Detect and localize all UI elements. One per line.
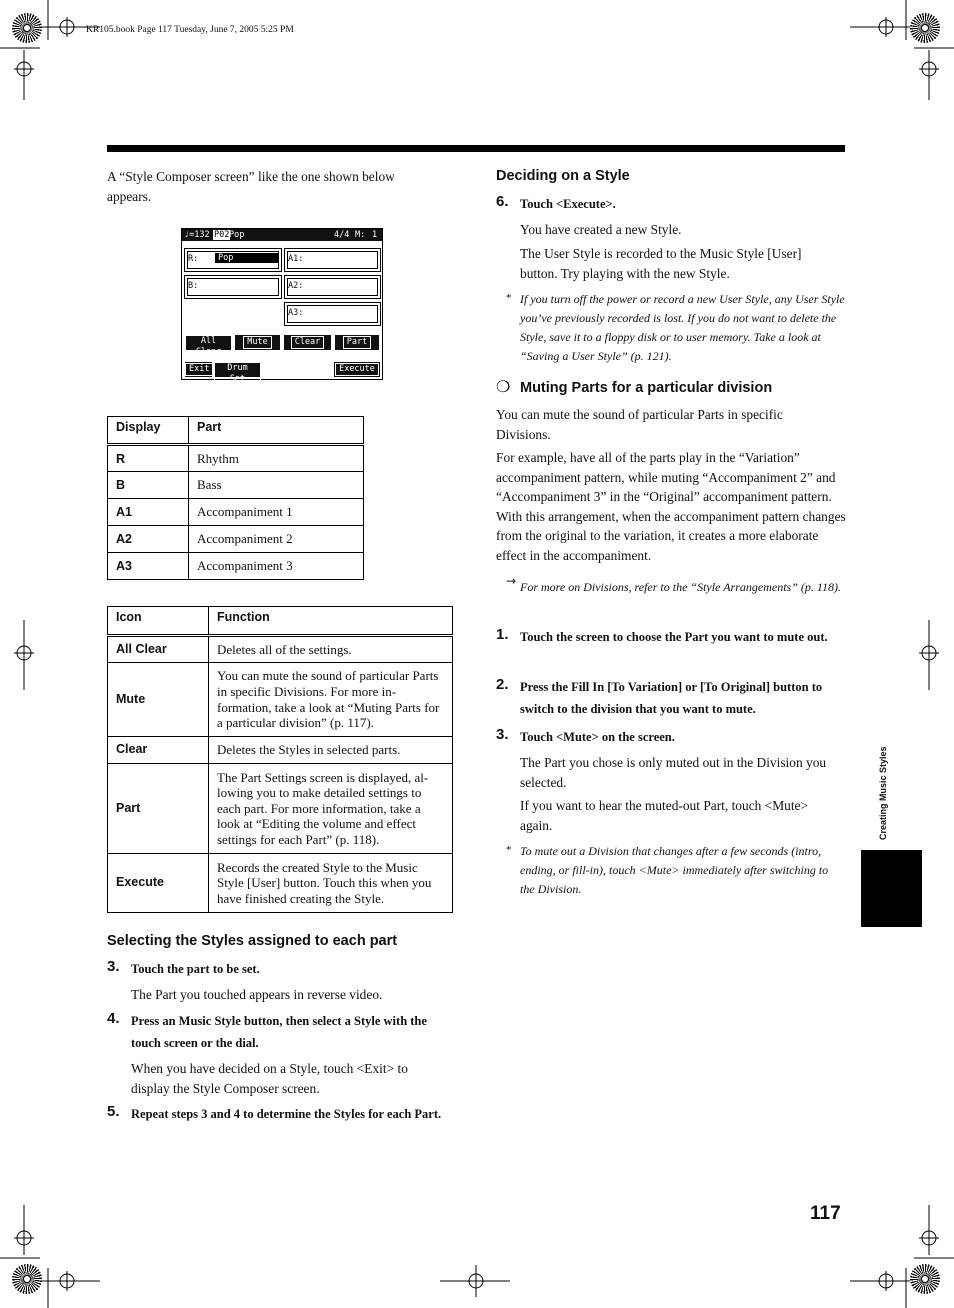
table-row: Execute Records the created Style to the Music Style [User] button. Touch this when you have finished creating the Style. <box>108 854 453 913</box>
note-text: To mute out a Division that changes after a few seconds (intro, ending, or fill-in), touch <Mute> immediately after switching to the Division. <box>520 844 829 896</box>
drum-set-button[interactable]: Drum Set <box>214 362 261 377</box>
step-text: Touch <Execute>. <box>520 197 616 211</box>
chapter-tab-label: Creating Music Styles <box>878 746 888 840</box>
table-row: A1 Accompaniment 1 <box>108 499 364 526</box>
icons-header-function: Function <box>209 607 453 636</box>
parts-table <box>107 416 364 580</box>
step-text: Touch the part to be set. <box>131 962 260 976</box>
field-r-value: Pop <box>215 253 278 263</box>
note-mark: * <box>506 844 512 856</box>
parts-header-display: Display <box>108 417 189 445</box>
lcd-mode: P02 <box>214 230 230 240</box>
step-text: Press the Fill In [To Variation] or [To Original] button to switch to the division that you want to mute. <box>520 680 823 716</box>
table-row: Mute You can mute the sound of particular Parts in specific Divisions. For more in-formation, take a look at “Muting Parts for a particular division” (p. 117). <box>108 663 453 737</box>
step-body: If you want to hear the muted-out Part, touch <Mute> again. <box>520 798 809 833</box>
field-a3[interactable] <box>284 302 381 326</box>
all-clear-button[interactable]: All Clear <box>185 335 232 350</box>
step-number: 6. <box>496 193 509 210</box>
step-number: 5. <box>107 1103 120 1120</box>
section-title-deciding: Deciding on a Style <box>496 168 630 184</box>
mute-button[interactable]: Mute <box>235 335 280 350</box>
icons-header-icon: Icon <box>108 607 209 636</box>
step-number: 4. <box>107 1010 120 1027</box>
reference-text: For more on Divisions, refer to the “Style Arrangements” (p. 118). <box>520 580 841 594</box>
step-text: Touch the screen to choose the Part you want to mute out. <box>520 630 828 644</box>
step-body: You have created a new Style. <box>520 222 682 237</box>
field-r-label: R: <box>188 254 199 264</box>
paragraph: You can mute the sound of particular Parts in specific Divisions. <box>496 407 783 442</box>
table-row: All Clear Deletes all of the settings. <box>108 636 453 663</box>
exit-button[interactable]: Exit <box>185 362 212 377</box>
lcd-style-name: Pop <box>229 230 245 240</box>
field-a1-label: A1: <box>288 254 304 264</box>
table-row: Clear Deletes the Styles in selected parts. <box>108 737 453 764</box>
field-b-label: B: <box>188 281 199 291</box>
execute-button[interactable]: Execute <box>334 362 380 377</box>
chapter-tab <box>861 850 922 927</box>
field-r[interactable] <box>184 248 282 272</box>
table-row: Part The Part Settings screen is displayed, al-lowing you to make detailed settings to each part. For more information, take a look at “Editing the volume and effect settings for each Part” (p. 118). <box>108 764 453 854</box>
step-body: The User Style is recorded to the Music Style [User] button. Try playing with the new Style. <box>520 246 802 281</box>
section-title-selecting: Selecting the Styles assigned to each part <box>107 933 398 949</box>
field-a1[interactable] <box>284 248 381 272</box>
step-body: When you have decided on a Style, touch <Exit> to display the Style Composer screen. <box>131 1061 408 1096</box>
icons-table <box>107 606 453 913</box>
page-number: 117 <box>810 1203 841 1224</box>
section-bullet: ❍ <box>496 377 511 396</box>
field-a3-label: A3: <box>288 308 304 318</box>
table-row: A3 Accompaniment 3 <box>108 553 364 580</box>
lcd-status-bar <box>182 229 382 241</box>
book-info-line: KR105.book Page 117 Tuesday, June 7, 2005 5:25 PM <box>86 25 294 35</box>
field-a2[interactable] <box>284 275 381 299</box>
step-body: The Part you chose is only muted out in the Division you selected. <box>520 755 827 790</box>
field-b[interactable] <box>184 275 282 299</box>
step-body: The Part you touched appears in reverse video. <box>131 987 383 1002</box>
lcd-measure: 1 <box>372 230 378 240</box>
paragraph: For example, have all of the parts play in the “Variation” accompaniment pattern, while muting “Accompaniment 2” and “Accompaniment 3” in the “Original” accompaniment pattern. With this arrangement, when the accompaniment pattern changes from the original to the variation, it creates a more elaborate effect in the accompaniment. <box>496 450 846 563</box>
field-a2-label: A2: <box>288 281 304 291</box>
step-text: Press an Music Style button, then select a Style with the touch screen or the dial. <box>131 1014 427 1050</box>
table-row: R Rhythm <box>108 445 364 472</box>
step-number: 1. <box>496 626 509 643</box>
parts-header-part: Part <box>189 417 364 445</box>
step-number: 3. <box>496 726 509 743</box>
header-rule <box>107 145 845 152</box>
clear-button[interactable]: Clear <box>284 335 331 350</box>
step-text: Repeat steps 3 and 4 to determine the Styles for each Part. <box>131 1107 442 1121</box>
table-row: A2 Accompaniment 2 <box>108 526 364 553</box>
part-button[interactable]: Part <box>335 335 379 350</box>
table-row: B Bass <box>108 472 364 499</box>
lcd-meter: 4/4 <box>334 230 350 240</box>
reference-arrow: → <box>506 574 517 588</box>
style-composer-screen <box>181 228 383 384</box>
step-text: Touch <Mute> on the screen. <box>520 730 675 744</box>
step-number: 2. <box>496 676 509 693</box>
lcd-measure-label: M: <box>355 230 366 240</box>
note-mark: * <box>506 292 512 304</box>
intro-text: A “Style Composer screen” like the one shown below appears. <box>107 169 395 204</box>
note-text: If you turn off the power or record a new User Style, any User Style you’ve previously recorded is lost. If you do not want to delete the Style, save it to a floppy disk or to user memory. Take a look at “Saving a User Style” (p. 121). <box>520 292 845 363</box>
step-number: 3. <box>107 958 120 975</box>
lcd-tempo: ♩=132 <box>184 230 210 240</box>
section-title-muting: Muting Parts for a particular division <box>520 380 773 396</box>
